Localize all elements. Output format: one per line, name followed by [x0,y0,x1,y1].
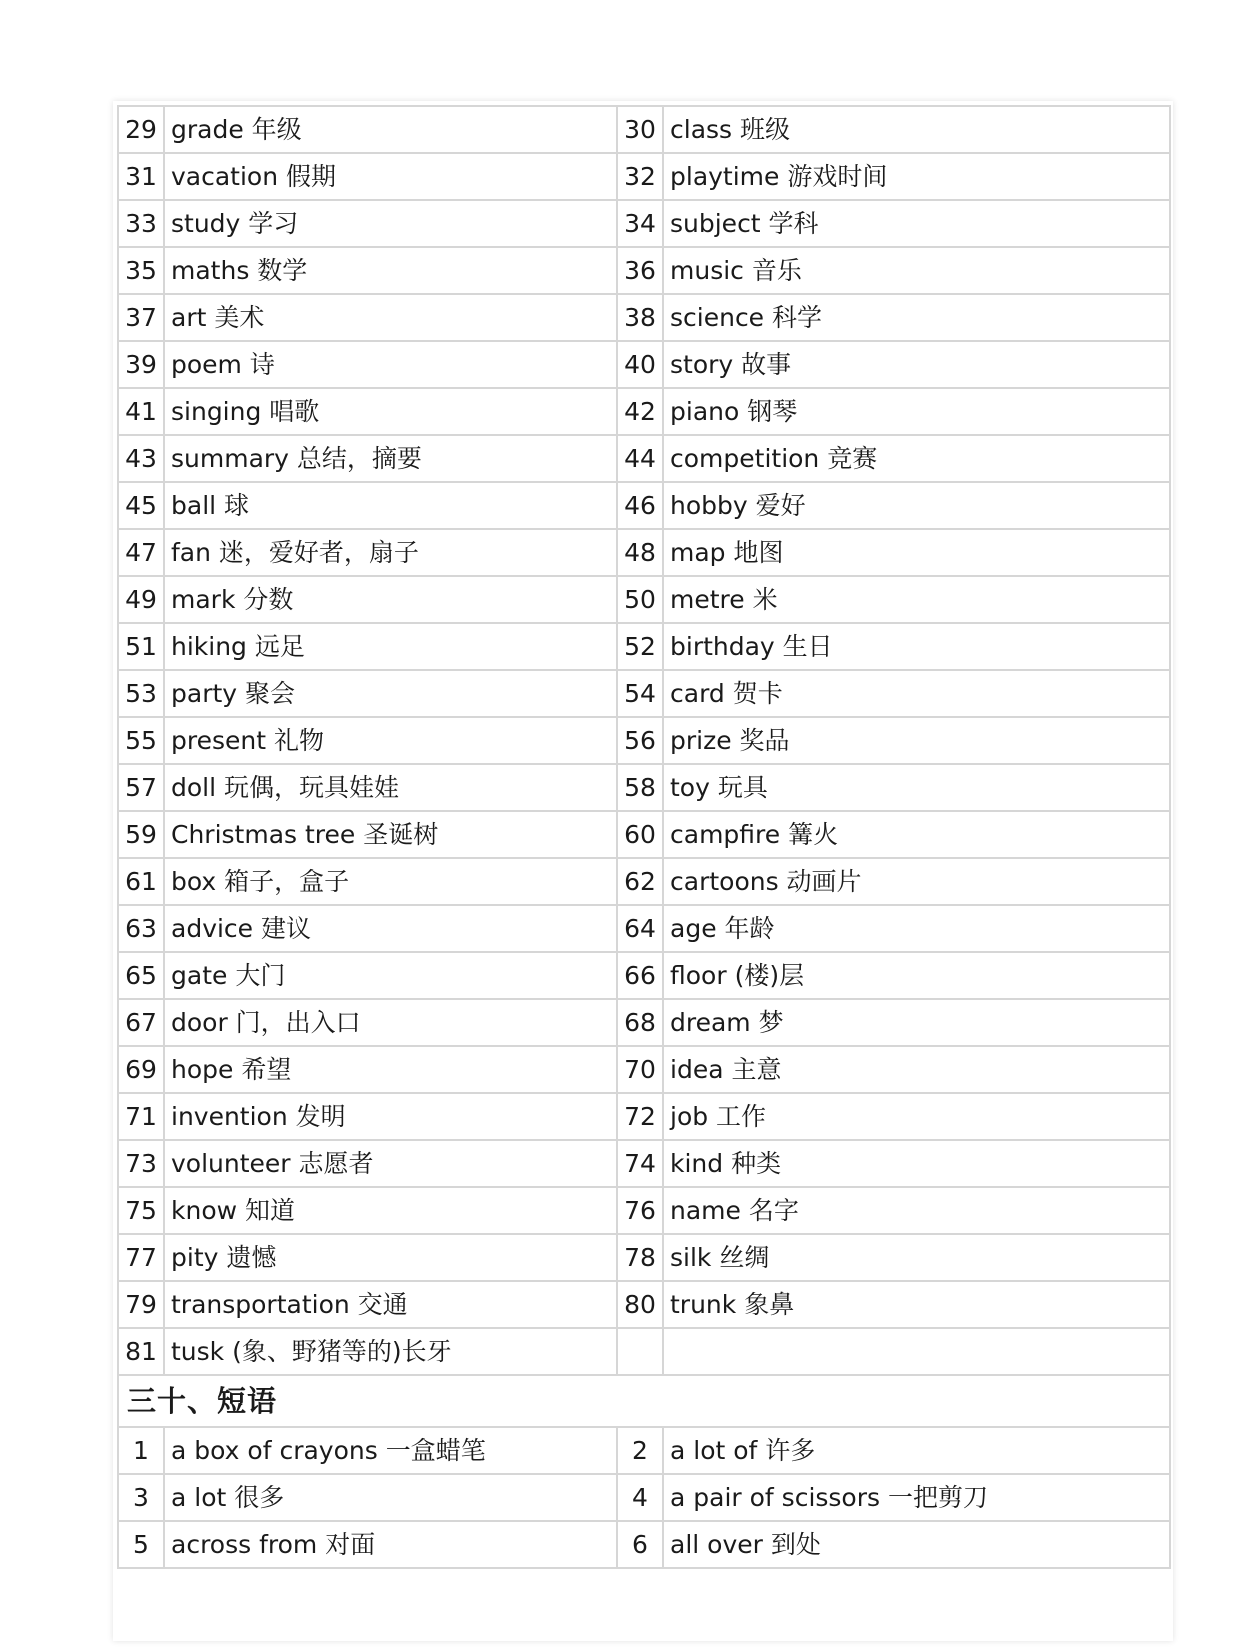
word-row [118,106,1170,153]
word-row [118,482,1170,529]
entry-number: 52 [617,623,663,670]
entry-number: 73 [118,1140,164,1187]
entry-text: grade 年级 [164,106,617,153]
phrase-row [118,1427,1170,1474]
section-title: 三十、短语 [118,1375,1170,1427]
entry-number: 45 [118,482,164,529]
entry-text: maths 数学 [164,247,617,294]
entry-text: a lot of 许多 [663,1427,1170,1474]
entry-number: 1 [118,1427,164,1474]
entry-text: a pair of scissors 一把剪刀 [663,1474,1170,1521]
entry-text: silk 丝绸 [663,1234,1170,1281]
entry-text: science 科学 [663,294,1170,341]
entry-text: music 音乐 [663,247,1170,294]
entry-number: 3 [118,1474,164,1521]
entry-text: gate 大门 [164,952,617,999]
entry-number: 51 [118,623,164,670]
entry-text: hope 希望 [164,1046,617,1093]
entry-number: 42 [617,388,663,435]
entry-text: doll 玩偶，玩具娃娃 [164,764,617,811]
word-row [118,858,1170,905]
entry-text: a lot 很多 [164,1474,617,1521]
entry-number: 48 [617,529,663,576]
word-row [118,717,1170,764]
entry-number: 70 [617,1046,663,1093]
entry-text: birthday 生日 [663,623,1170,670]
entry-number: 29 [118,106,164,153]
entry-number: 69 [118,1046,164,1093]
entry-text: fan 迷，爱好者，扇子 [164,529,617,576]
word-row [118,200,1170,247]
word-row [118,435,1170,482]
entry-number: 57 [118,764,164,811]
entry-number: 58 [617,764,663,811]
entry-text: competition 竞赛 [663,435,1170,482]
entry-text: advice 建议 [164,905,617,952]
entry-text: toy 玩具 [663,764,1170,811]
entry-number: 6 [617,1521,663,1568]
entry-text: volunteer 志愿者 [164,1140,617,1187]
entry-number: 66 [617,952,663,999]
entry-text: subject 学科 [663,200,1170,247]
entry-text: job 工作 [663,1093,1170,1140]
entry-number: 33 [118,200,164,247]
entry-number: 60 [617,811,663,858]
entry-number: 65 [118,952,164,999]
entry-text: trunk 象鼻 [663,1281,1170,1328]
entry-text: a box of crayons 一盒蜡笔 [164,1427,617,1474]
entry-number: 71 [118,1093,164,1140]
entry-text: party 聚会 [164,670,617,717]
entry-number: 4 [617,1474,663,1521]
entry-number: 39 [118,341,164,388]
entry-number: 67 [118,999,164,1046]
word-row [118,294,1170,341]
entry-number: 44 [617,435,663,482]
entry-text: pity 遗憾 [164,1234,617,1281]
word-row [118,341,1170,388]
entry-number: 77 [118,1234,164,1281]
entry-text: tusk (象、野猪等的)长牙 [164,1328,617,1375]
entry-text: box 箱子，盒子 [164,858,617,905]
word-row [118,529,1170,576]
entry-number: 40 [617,341,663,388]
entry-number: 46 [617,482,663,529]
word-row [118,1187,1170,1234]
entry-number: 47 [118,529,164,576]
entry-number: 54 [617,670,663,717]
vocabulary-sheet [117,105,1169,1569]
entry-text: door 门，出入口 [164,999,617,1046]
entry-number: 35 [118,247,164,294]
word-row [118,388,1170,435]
entry-text: summary 总结，摘要 [164,435,617,482]
entry-text: playtime 游戏时间 [663,153,1170,200]
entry-number: 43 [118,435,164,482]
word-row [118,670,1170,717]
entry-number: 63 [118,905,164,952]
entry-text: card 贺卡 [663,670,1170,717]
entry-text: invention 发明 [164,1093,617,1140]
entry-number: 55 [118,717,164,764]
entry-text: story 故事 [663,341,1170,388]
entry-number: 49 [118,576,164,623]
word-row [118,247,1170,294]
entry-number: 74 [617,1140,663,1187]
word-row [118,1140,1170,1187]
entry-text: hobby 爱好 [663,482,1170,529]
entry-number: 75 [118,1187,164,1234]
entry-number: 30 [617,106,663,153]
entry-text: know 知道 [164,1187,617,1234]
entry-text: all over 到处 [663,1521,1170,1568]
entry-number [617,1328,663,1375]
word-row [118,1328,1170,1375]
entry-number: 31 [118,153,164,200]
vocabulary-body [118,106,1170,1568]
entry-number: 76 [617,1187,663,1234]
entry-number: 36 [617,247,663,294]
entry-text: hiking 远足 [164,623,617,670]
entry-text: campfire 篝火 [663,811,1170,858]
entry-text: class 班级 [663,106,1170,153]
entry-text: name 名字 [663,1187,1170,1234]
entry-text: Christmas tree 圣诞树 [164,811,617,858]
word-row [118,153,1170,200]
word-row [118,1093,1170,1140]
word-row [118,576,1170,623]
word-row [118,999,1170,1046]
entry-text: mark 分数 [164,576,617,623]
entry-number: 68 [617,999,663,1046]
entry-text: vacation 假期 [164,153,617,200]
entry-number: 34 [617,200,663,247]
entry-text: metre 米 [663,576,1170,623]
entry-text: art 美术 [164,294,617,341]
word-row [118,1046,1170,1093]
entry-number: 81 [118,1328,164,1375]
entry-number: 38 [617,294,663,341]
entry-text: transportation 交通 [164,1281,617,1328]
entry-number: 59 [118,811,164,858]
word-row [118,764,1170,811]
entry-text [663,1328,1170,1375]
entry-number: 41 [118,388,164,435]
entry-number: 78 [617,1234,663,1281]
entry-number: 61 [118,858,164,905]
entry-text: piano 钢琴 [663,388,1170,435]
section-header-row [118,1375,1170,1427]
word-row [118,1234,1170,1281]
phrase-row [118,1521,1170,1568]
entry-number: 64 [617,905,663,952]
entry-number: 53 [118,670,164,717]
entry-text: prize 奖品 [663,717,1170,764]
entry-text: floor (楼)层 [663,952,1170,999]
entry-text: ball 球 [164,482,617,529]
entry-text: map 地图 [663,529,1170,576]
entry-text: present 礼物 [164,717,617,764]
entry-text: poem 诗 [164,341,617,388]
entry-text: cartoons 动画片 [663,858,1170,905]
entry-text: singing 唱歌 [164,388,617,435]
entry-number: 2 [617,1427,663,1474]
entry-number: 72 [617,1093,663,1140]
word-row [118,1281,1170,1328]
phrase-row [118,1474,1170,1521]
entry-number: 80 [617,1281,663,1328]
entry-number: 37 [118,294,164,341]
word-row [118,905,1170,952]
entry-text: kind 种类 [663,1140,1170,1187]
entry-number: 50 [617,576,663,623]
word-row [118,952,1170,999]
entry-text: across from 对面 [164,1521,617,1568]
entry-text: study 学习 [164,200,617,247]
entry-text: age 年龄 [663,905,1170,952]
entry-number: 56 [617,717,663,764]
vocabulary-table [117,105,1171,1569]
entry-text: idea 主意 [663,1046,1170,1093]
word-row [118,623,1170,670]
entry-number: 62 [617,858,663,905]
entry-number: 79 [118,1281,164,1328]
entry-text: dream 梦 [663,999,1170,1046]
entry-number: 32 [617,153,663,200]
word-row [118,811,1170,858]
entry-number: 5 [118,1521,164,1568]
